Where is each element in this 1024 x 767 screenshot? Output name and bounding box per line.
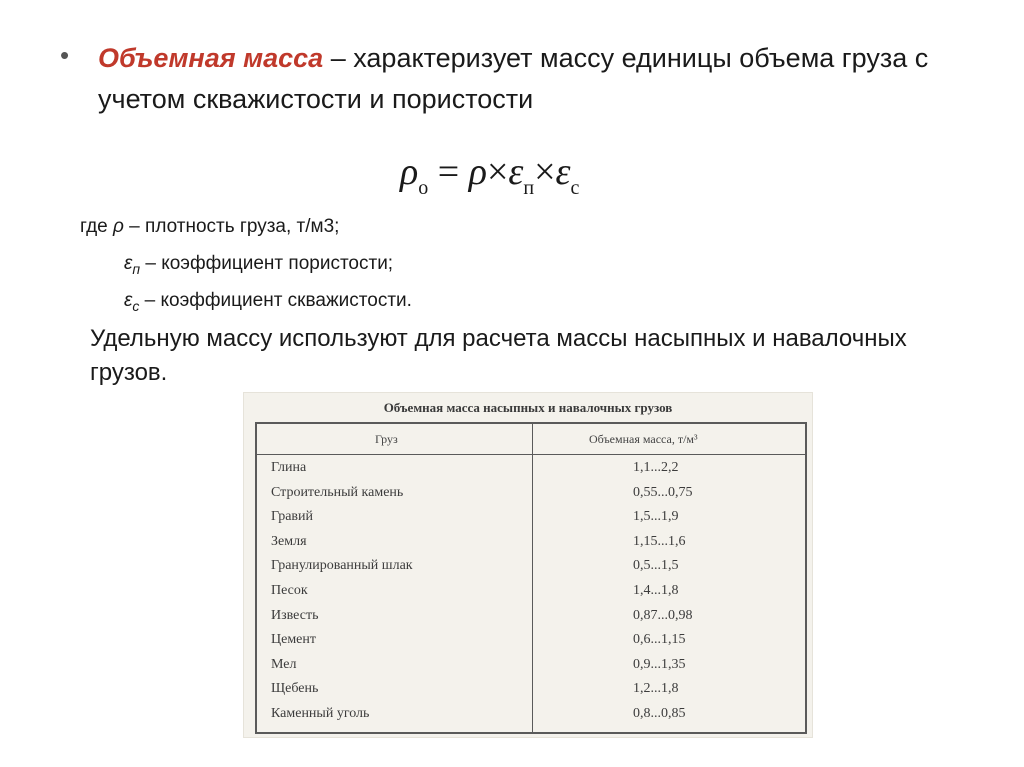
definition-text: – плотность груза, т/м3; [123, 216, 340, 237]
formula-eps-c-sub: с [570, 177, 580, 199]
formula-eps-p-sub: п [523, 177, 535, 199]
cell-mass: 1,1...2,2 [633, 460, 679, 475]
cell-cargo: Известь [271, 607, 319, 623]
formula-lhs: ρ [400, 151, 419, 193]
cell-mass: 0,6...1,15 [633, 632, 686, 648]
bullet-paragraph [98, 38, 958, 120]
table-row [257, 460, 805, 485]
cell-mass: 1,2...1,8 [633, 681, 679, 697]
column-header-cargo: Груз [375, 432, 398, 446]
definition-symbol: ρ [113, 216, 124, 237]
definition-eps-c [124, 289, 412, 318]
cell-mass: 0,55...0,75 [633, 484, 693, 500]
definition-symbol: $\varepsilon_с$ [124, 290, 140, 314]
bullet-term: Объемная масса [98, 43, 324, 73]
bullet-marker: • [60, 40, 70, 70]
cell-cargo: Глина [271, 460, 307, 475]
table-row [257, 583, 805, 608]
cell-mass: 1,5...1,9 [633, 509, 679, 525]
table-row [257, 632, 805, 657]
cell-cargo: Земля [271, 533, 307, 549]
definition-symbol: $\varepsilon_п$ [124, 253, 141, 277]
table-row [257, 681, 805, 706]
table-row [257, 706, 805, 731]
formula-times-2: × [534, 151, 556, 193]
cell-mass: 0,87...0,98 [633, 607, 693, 623]
header-divider [257, 454, 805, 455]
scanned-table-image [243, 392, 813, 738]
cell-mass: 0,5...1,5 [633, 558, 679, 574]
table-row [257, 558, 805, 583]
formula [400, 150, 579, 200]
cell-cargo: Песок [271, 582, 308, 598]
table-row [257, 657, 805, 682]
cell-cargo: Каменный уголь [271, 705, 370, 721]
cell-cargo: Цемент [271, 632, 317, 648]
bullet-definition: – характеризует массу единицы объема груза с учетом скважистости и пористости [98, 43, 929, 114]
formula-eps-p: ε [508, 151, 524, 193]
cell-mass: 1,4...1,8 [633, 582, 679, 598]
cell-mass: 0,9...1,35 [633, 656, 686, 672]
table-row [257, 509, 805, 534]
table-row [257, 534, 805, 559]
column-header-mass: Объемная масса, т/м³ [589, 432, 698, 446]
table-body [257, 460, 805, 731]
formula-eps-c: ε [555, 151, 571, 193]
table-row [257, 608, 805, 633]
formula-rho: ρ [468, 151, 487, 193]
table-row [257, 485, 805, 510]
note-paragraph: Удельную массу используют для расчета массы насыпных и навалочных грузов. [90, 325, 907, 386]
cell-cargo: Щебень [271, 681, 319, 697]
definition-eps-p [124, 252, 393, 281]
cell-cargo: Гранулированный шлак [271, 558, 413, 574]
definition-prefix: где [80, 216, 114, 237]
definition-text: – коэффициент скважистости. [139, 290, 412, 311]
cell-cargo: Мел [271, 656, 297, 672]
formula-lhs-sub: о [418, 177, 429, 199]
formula-times-1: × [486, 151, 509, 193]
cell-mass: 1,15...1,6 [633, 533, 686, 549]
formula-equals: = [437, 151, 460, 193]
definition-rho [80, 215, 339, 239]
definition-text: – коэффициент пористости; [140, 253, 394, 274]
cell-cargo: Гравий [271, 509, 314, 525]
cell-mass: 0,8...0,85 [633, 705, 686, 721]
cell-cargo: Строительный камень [271, 484, 404, 500]
bulk-mass-table [255, 422, 807, 734]
table-title: Объемная масса насыпных и навалочных грузов [383, 400, 673, 415]
